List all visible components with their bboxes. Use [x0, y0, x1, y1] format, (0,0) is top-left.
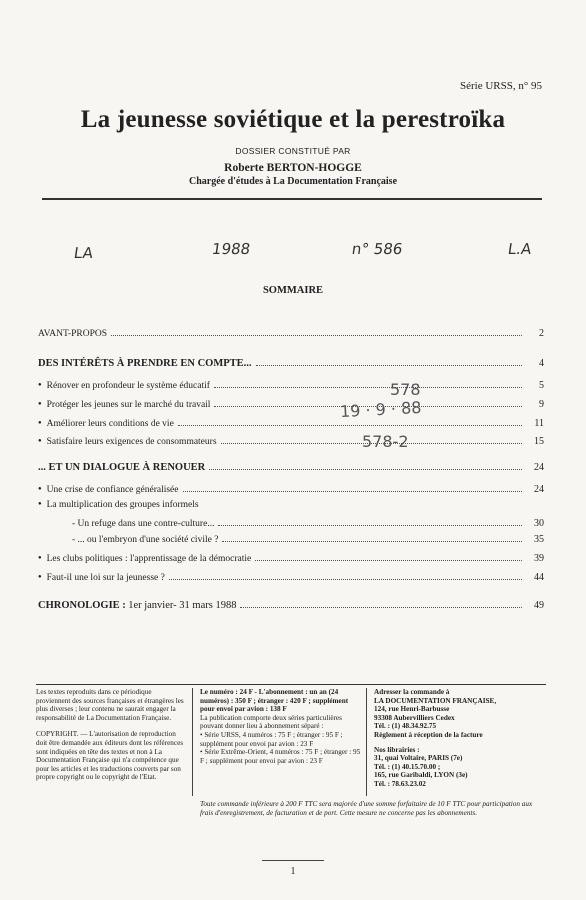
- toc-entry: ● Protéger les jeunes sur le marché du travail 9: [38, 399, 544, 410]
- toc-subentry: - ... ou l'embryon d'une société civile ? 35: [72, 534, 544, 545]
- toc-section-interets: DES INTÉRÊTS À PRENDRE EN COMPTE... 4: [38, 358, 544, 369]
- handwritten-note-3: n° 586: [350, 240, 404, 258]
- toc-section-chronologie: CHRONOLOGIE : 1er janvier- 31 mars 1988 49: [38, 600, 544, 611]
- page-number: 1: [290, 866, 296, 877]
- footer-footnote: Toute commande inférieure à 200 F TTC sera majorée d'une somme forfaitaire de 10 F TTC pour participation aux frais d'enregistrement, de facturation et de port. Cette mesure ne concerne pas les abonnements.: [200, 800, 533, 817]
- handwritten-stamp-2: 19 · 9 · 88: [339, 397, 422, 422]
- handwritten-note-2: 1988: [210, 240, 252, 258]
- author-role: Chargée d'études à La Documentation Française: [188, 176, 398, 187]
- toc-entry: ● Faut-il une loi sur la jeunesse ? 44: [38, 572, 544, 583]
- toc-entry: ● La multiplication des groupes informels: [38, 500, 544, 510]
- toc-entry: ● Une crise de confiance généralisée 24: [38, 484, 544, 495]
- toc-title: SOMMAIRE: [262, 285, 324, 296]
- toc-section-dialogue: ... ET UN DIALOGUE À RENOUER 24: [38, 462, 544, 473]
- footer-legal-column: Les textes reproduits dans ce périodique proviennent des sources françaises et étrangères les plus diverses ; leur contenu ne saurait engager la responsabilité de La Documentation Française. COPYRIGHT. — L'autorisation de reproduction doit être demandée aux éditeurs dont les références sont indiquées en tête des textes et non à La Documentation Française qui n'a compétence que pour les articles et les traductions couverts par son propre copyright ou le copyright de l'Etat.: [36, 688, 184, 782]
- column-divider: [366, 688, 367, 796]
- handwritten-note-1: LA: [72, 244, 95, 262]
- handwritten-stamp-1: 578: [390, 380, 421, 399]
- toc-entry-avant-propos: AVANT-PROPOS 2: [38, 328, 544, 339]
- toc-entry: ● Améliorer leurs conditions de vie 11: [38, 418, 544, 429]
- series-label: Série URSS, n° 95: [459, 80, 542, 92]
- page-number-rule: [262, 860, 324, 861]
- author-name: Roberte BERTON-HOGGE: [224, 162, 362, 174]
- handwritten-note-4: L.A: [506, 240, 533, 258]
- dossier-label: DOSSIER CONSTITUÉ PAR: [235, 146, 351, 156]
- toc-entry: ● Satisfaire leurs exigences de consommateurs 15: [38, 436, 544, 447]
- toc-entry: ● Rénover en profondeur le système éducatif 5: [38, 380, 544, 391]
- handwritten-stamp-3: 578-2: [362, 432, 409, 451]
- footer-divider: [36, 684, 546, 685]
- column-divider: [192, 688, 193, 796]
- toc-entry: ● Les clubs politiques : l'apprentissage de la démocratie 39: [38, 553, 544, 564]
- page-title: La jeunesse soviétique et la perestroïka: [80, 106, 506, 133]
- footer-order-column: Adresser la commande à LA DOCUMENTATION FRANÇAISE, 124, rue Henri-Barbusse 93308 Aubervilliers Cedex Tél. : (1) 48.34.92.75 Règlement à réception de la facture Nos librairies : 31, quai Voltaire, PARIS (7e) Tél. : (1) 40.15.70.00 ; 165, rue Garibaldi, LYON (3e) Tél. : 78.63.23.02: [374, 688, 497, 788]
- toc-subentry: - Un refuge dans une contre-culture... 30: [72, 518, 544, 529]
- header-divider: [42, 198, 542, 200]
- footer-pricing-column: Le numéro : 24 F - L'abonnement : un an (24 numéros) : 350 F ; étranger : 420 F ; supplément pour envoi par avion : 138 F La publication comporte deux séries particulières pouvant donner lieu à abonnement séparé : • Série URSS, 4 numéros : 75 F ; étranger : 95 F ; supplément pour envoi par avion : 23 F • Série Extrême-Orient, 4 numéros : 75 F ; étranger : 95 F ; supplément pour envoi par avion : 23 F: [200, 688, 361, 765]
